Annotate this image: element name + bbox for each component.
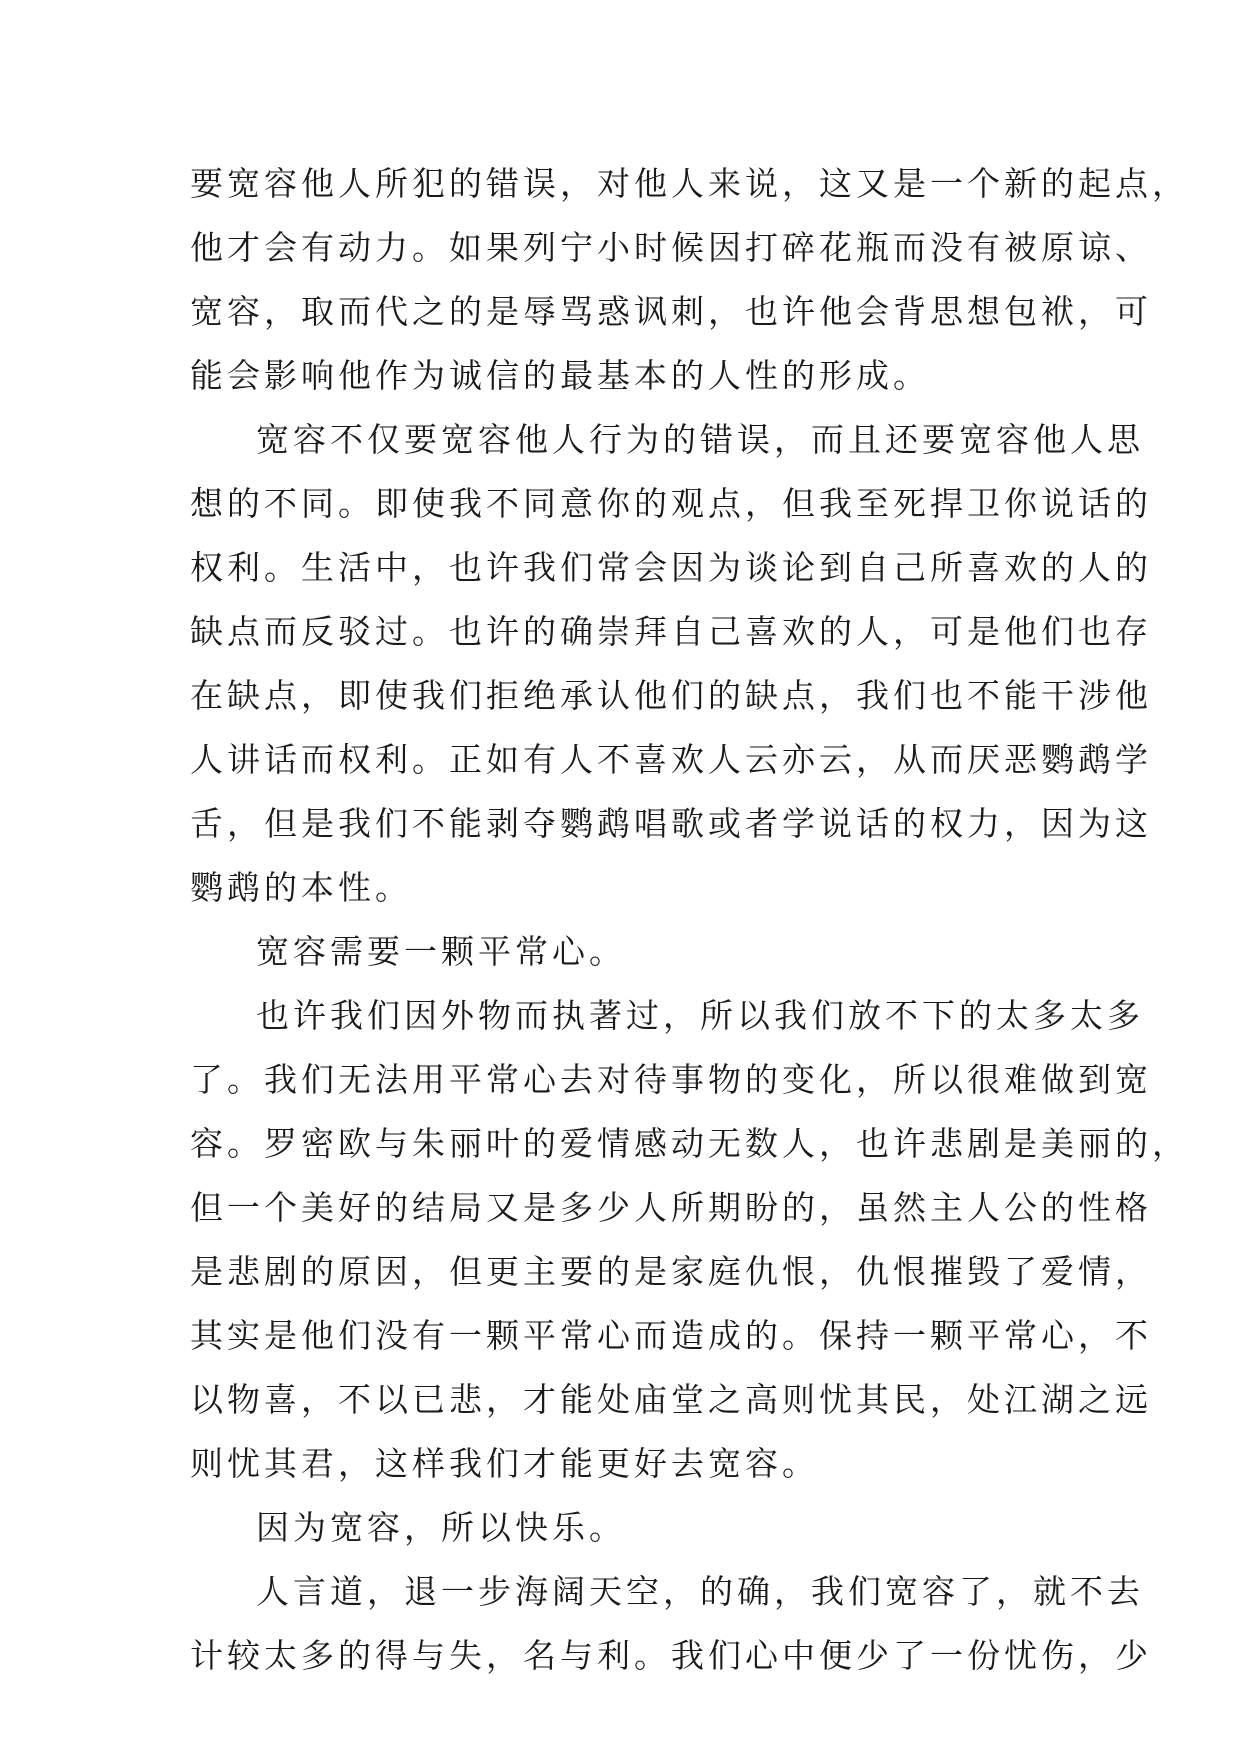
text-line: 舌，但是我们不能剥夺鹦鹉唱歌或者学说话的权力，因为这 bbox=[190, 804, 1152, 843]
text-line: 其实是他们没有一颗平常心而造成的。保持一颗平常心，不 bbox=[190, 1316, 1152, 1355]
text-line: 鹦鹉的本性。 bbox=[190, 868, 412, 907]
text-line: 则忧其君，这样我们才能更好去宽容。 bbox=[190, 1444, 819, 1483]
text-line: 在缺点，即使我们拒绝承认他们的缺点，我们也不能干涉他 bbox=[190, 676, 1152, 715]
text-line: 容。罗密欧与朱丽叶的爱情感动无数人，也许悲剧是美丽的， bbox=[190, 1124, 1189, 1163]
text-line: 了。我们无法用平常心去对待事物的变化，所以很难做到宽 bbox=[190, 1060, 1152, 1099]
text-line: 宽容，取而代之的是辱骂惑讽刺，也许他会背思想包袱，可 bbox=[190, 292, 1152, 331]
text-line: 但一个美好的结局又是多少人所期盼的，虽然主人公的性格 bbox=[190, 1188, 1152, 1227]
text-line: 权利。生活中，也许我们常会因为谈论到自己所喜欢的人的 bbox=[190, 548, 1152, 587]
text-line: 他才会有动力。如果列宁小时候因打碎花瓶而没有被原谅、 bbox=[190, 228, 1152, 267]
text-line: 以物喜，不以已悲，才能处庙堂之高则忧其民，处江湖之远 bbox=[190, 1380, 1152, 1419]
text-line: 要宽容他人所犯的错误，对他人来说，这又是一个新的起点， bbox=[190, 164, 1189, 203]
text-line: 人讲话而权利。正如有人不喜欢人云亦云，从而厌恶鹦鹉学 bbox=[190, 740, 1152, 779]
text-line: 缺点而反驳过。也许的确崇拜自己喜欢的人，可是他们也存 bbox=[190, 612, 1152, 651]
text-line: 宽容需要一颗平常心。 bbox=[256, 932, 626, 971]
text-line: 计较太多的得与失，名与利。我们心中便少了一份忧伤，少 bbox=[190, 1636, 1152, 1675]
text-line: 人言道，退一步海阔天空，的确，我们宽容了，就不去 bbox=[256, 1572, 1144, 1611]
text-line: 想的不同。即使我不同意你的观点，但我至死捍卫你说话的 bbox=[190, 484, 1152, 523]
text-line: 也许我们因外物而执著过，所以我们放不下的太多太多 bbox=[256, 996, 1144, 1035]
text-line: 宽容不仅要宽容他人行为的错误，而且还要宽容他人思 bbox=[256, 420, 1144, 459]
text-line: 能会影响他作为诚信的最基本的人性的形成。 bbox=[190, 356, 930, 395]
text-line: 因为宽容，所以快乐。 bbox=[256, 1508, 626, 1547]
body-text bbox=[190, 152, 1189, 1688]
text-line: 是悲剧的原因，但更主要的是家庭仇恨，仇恨摧毁了爱情， bbox=[190, 1252, 1152, 1291]
